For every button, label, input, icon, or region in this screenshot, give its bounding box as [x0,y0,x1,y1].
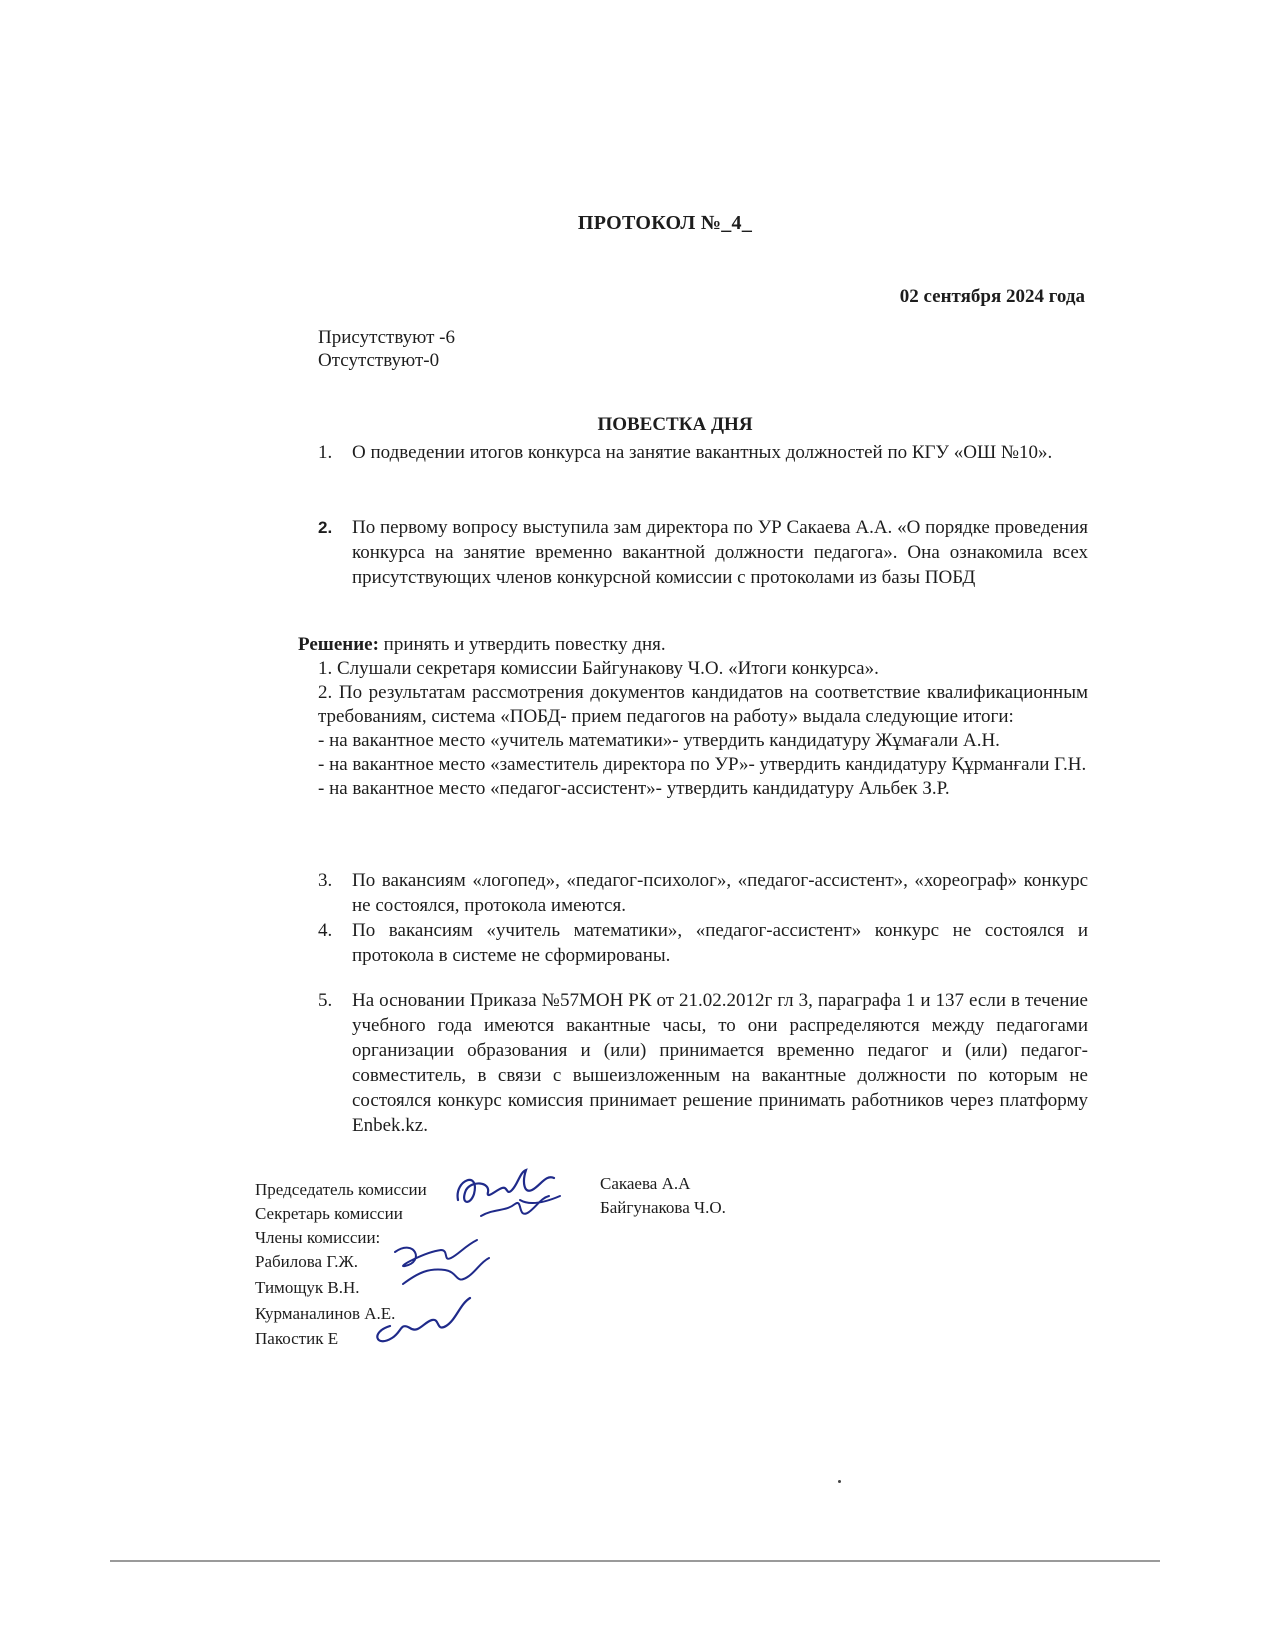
member-name: Тимощук В.Н. [255,1278,360,1297]
agenda-item-text: По первому вопросу выступила зам директора по УР Сакаева А.А. «О порядке проведения конкурса на занятие временно вакантной должности педагога». Она ознакомила всех присутствующих членов конкурсной комиссии с протоколами из базы ПОБД [352,517,1088,588]
decision-item-text: По вакансиям «логопед», «педагог-психолог», «педагог-ассистент», «хореограф» конкурс не состоялся, протокола имеются. [352,870,1088,916]
decision-line [298,633,1088,657]
decision-label: Решение: [298,634,379,655]
decision-point: - на вакантное место «учитель математики»- утвердить кандидатуру Жұмағали А.Н. [318,730,1000,751]
scan-edge-line [110,1560,1160,1562]
decision-text: принять и утвердить повестку дня. [378,634,666,655]
agenda-item-number: 1. [318,442,333,463]
decision-block [298,633,1088,801]
member-name: Курманалинов А.Е. [255,1304,396,1323]
secretary-name: Байгунакова Ч.О. [600,1198,726,1217]
chair-label: Председатель комиссии [255,1180,427,1199]
secretary-signature-icon [475,1190,555,1230]
decision-item-number: 4. [318,920,333,941]
agenda-item [318,515,1088,590]
agenda-item-text: О подведении итогов конкурса на занятие вакантных должностей по КГУ «ОШ №10». [352,442,1053,463]
decision-item-text: По вакансиям «учитель математики», «педагог-ассистент» конкурс не состоялся и протокола в системе не сформированы. [352,920,1088,966]
decision-item [318,988,1088,1138]
agenda-heading: ПОВЕСТКА ДНЯ [597,414,753,435]
secretary-label: Секретарь комиссии [255,1204,403,1223]
member-name: Рабилова Г.Ж. [255,1252,358,1271]
member-name: Пакостик Е [255,1329,339,1348]
agenda-item-number: 2. [318,518,333,537]
decision-item-text: На основании Приказа №57МОН РК от 21.02.2012г гл 3, параграфа 1 и 137 если в течение учебного года имеются вакантные часы, то они распределяются между педагогами организации образования и (или) принимается временно педагог и (или) педагог-совместитель, в связи с вышеизложенным на вакантные должности по которым не состоялся конкурс комиссия принимает решение принимать работников через платформу Enbek.kz. [352,990,1088,1136]
scan-dot [838,1480,841,1483]
agenda-item [318,440,1088,465]
decision-point: 2. По результатам рассмотрения документов кандидатов на соответствие квалификационным требованиям, система «ПОБД- прием педагогов на работу» выдала следующие итоги: [318,682,1088,727]
decision-point: - на вакантное место «педагог-ассистент»- утвердить кандидатуру Альбек З.Р. [318,778,950,799]
decision-item [318,868,1088,918]
document-date: 02 сентября 2024 года [899,286,1085,307]
chair-name: Сакаева А.А [600,1174,691,1193]
decision-item [318,918,1088,968]
members-label: Члены комиссии: [255,1228,381,1247]
document-title: ПРОТОКОЛ №_4_ [577,212,753,234]
decision-point: 1. Слушали секретаря комиссии Байгунакову Ч.О. «Итоги конкурса». [318,658,879,679]
decision-point: - на вакантное место «заместитель директора по УР»- утвердить кандидатуру Құрманғали Г.Н. [318,754,1087,775]
member-signature-icon [370,1292,480,1352]
absent-count: Отсутствуют-0 [318,350,440,371]
present-count: Присутствуют -6 [318,327,455,348]
decision-item-number: 3. [318,870,333,891]
decision-item-number: 5. [318,990,333,1011]
